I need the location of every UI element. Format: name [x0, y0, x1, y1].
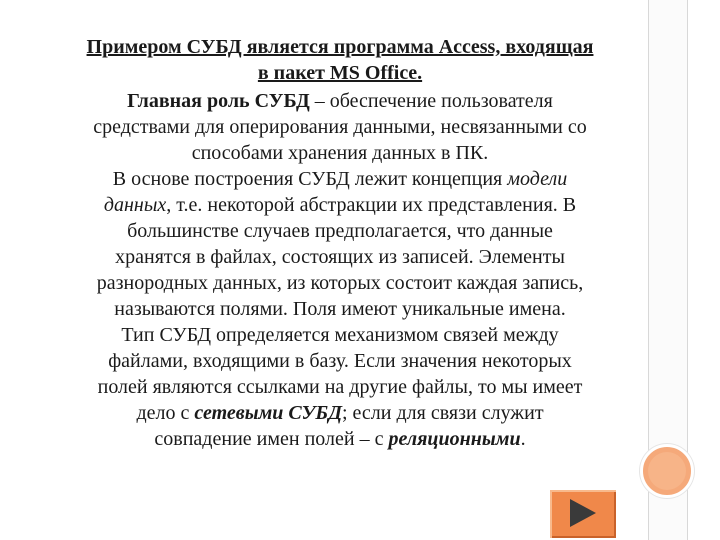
- dbms-type-line-3: полей являются ссылками на другие файлы, то мы имеет: [97, 376, 583, 398]
- paragraph-role-line-3: способами хранения данных в ПК.: [191, 142, 489, 164]
- paragraph-role: [40, 88, 640, 166]
- decorative-circle-inner: [648, 452, 686, 490]
- data-model-line-2-text: , т.е. некоторой абстракции их представления. В: [166, 194, 577, 216]
- data-model-term-1: модели: [507, 168, 568, 190]
- paragraph-role-line-2: средствами для оперирования данными, несвязанными со: [93, 116, 587, 138]
- dbms-type-line-1: Тип СУБД определяется механизмом связей между: [121, 324, 559, 346]
- slide-headline: [40, 34, 640, 86]
- decorative-circle: [640, 444, 694, 498]
- dbms-type-line-4-post: ; если для связи служит: [342, 402, 544, 424]
- dbms-type-line-5-post: .: [520, 428, 526, 450]
- paragraph-dbms-type: [40, 322, 640, 452]
- data-model-line-4: хранятся в файлах, состоящих из записей. Элементы: [115, 246, 565, 268]
- data-model-term-2: данных: [103, 194, 167, 216]
- headline-line-2: в пакет MS Office.: [257, 62, 423, 84]
- network-dbms-term: сетевыми СУБД: [194, 402, 342, 424]
- paragraph-data-model: [40, 166, 640, 322]
- play-triangle-icon: [568, 497, 598, 529]
- data-model-line-6: называются полями. Поля имеют уникальные имена.: [114, 298, 566, 320]
- paragraph-role-line-1: [40, 88, 640, 114]
- data-model-line-2: [40, 192, 640, 218]
- dbms-type-line-4-pre: дело с: [136, 402, 195, 424]
- data-model-line-1: [40, 166, 640, 192]
- dbms-type-line-5: [40, 426, 640, 452]
- data-model-line-3: большинстве случаев предполагается, что данные: [127, 220, 553, 242]
- role-bold-lead: Главная роль СУБД: [127, 90, 310, 112]
- data-model-line-5: разнородных данных, из которых состоит каждая запись,: [96, 272, 584, 294]
- dbms-type-line-4: [40, 400, 640, 426]
- data-model-line-1-text: В основе построения СУБД лежит концепция: [112, 168, 508, 190]
- next-slide-button[interactable]: [548, 488, 618, 540]
- slide-content: [40, 34, 640, 452]
- dbms-type-line-2: файлами, входящими в базу. Если значения некоторых: [108, 350, 572, 372]
- relational-dbms-term: реляционными: [388, 428, 521, 450]
- headline-line-1: Примером СУБД является программа Access, входящая: [86, 36, 594, 58]
- role-lead-rest: – обеспечение пользователя: [309, 90, 553, 112]
- dbms-type-line-5-pre: совпадение имен полей – с: [154, 428, 389, 450]
